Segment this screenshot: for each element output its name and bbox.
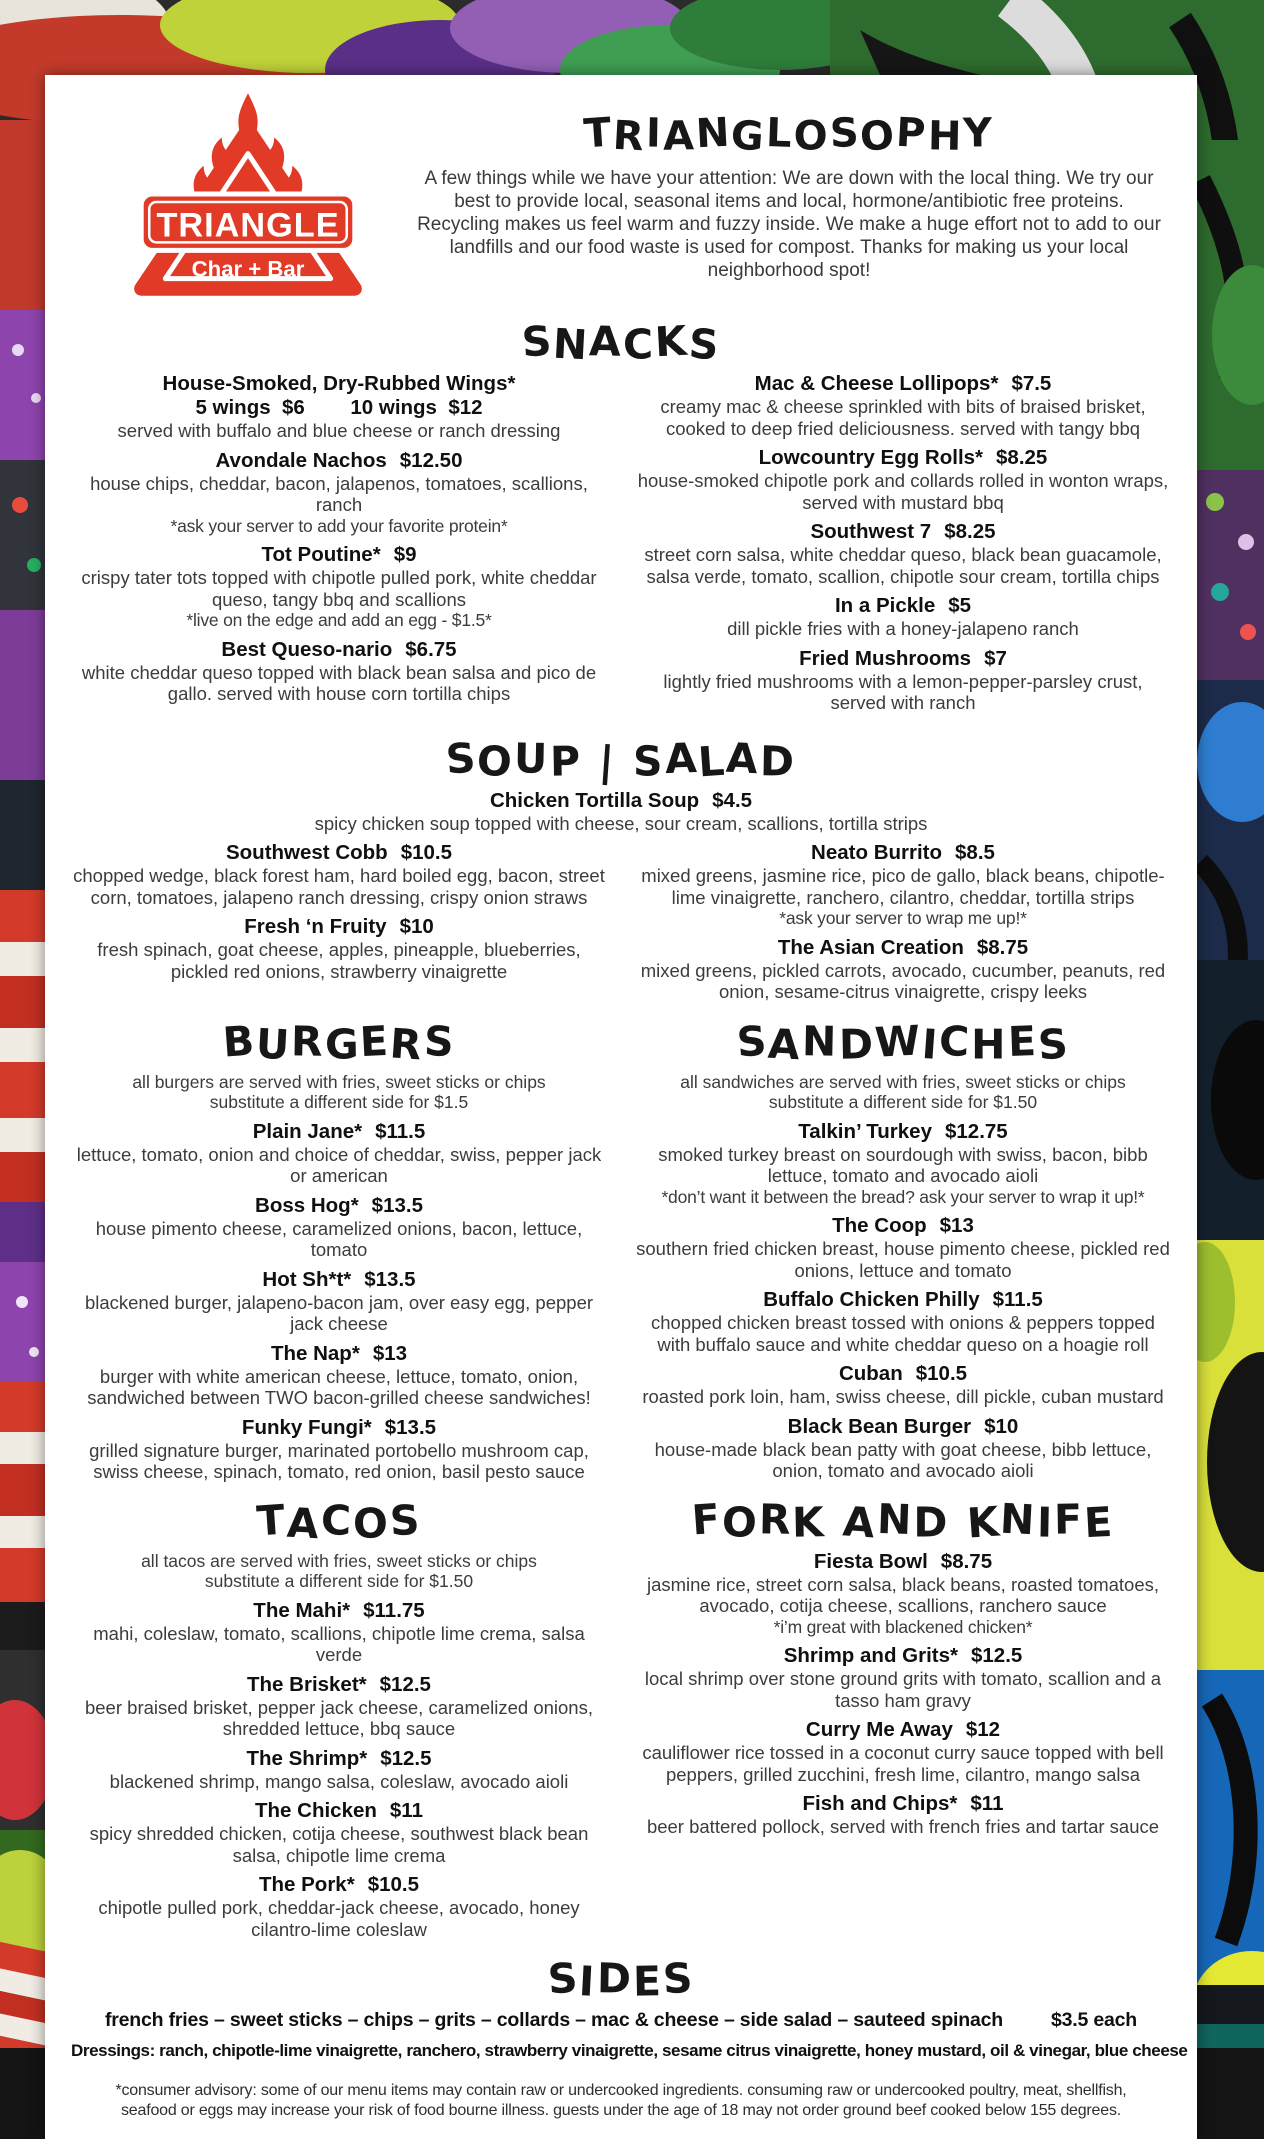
menu-item: [635, 520, 1171, 587]
item-description: local shrimp over stone ground grits with tomato, scallion and a tasso ham gravy: [644, 1668, 1162, 1711]
burgers-intro: [71, 1072, 607, 1113]
item-description: smoked turkey breast on sourdough with swiss, bacon, bibb lettuce, tomato and avocado aioli: [658, 1143, 1148, 1186]
sandwiches-title: SANDWICHES: [735, 1015, 1071, 1070]
item-description: mahi, coleslaw, tomato, scallions, chipotle lime crema, salsa verde: [93, 1622, 585, 1665]
item-name-price: [635, 1550, 1171, 1574]
item-description: blackened burger, jalapeno-bacon jam, over easy egg, pepper jack cheese: [84, 1291, 594, 1334]
menu-item: [71, 372, 607, 442]
item-name-price: [635, 1415, 1171, 1439]
item-name-price: [71, 1194, 607, 1218]
item-price: $7.5: [1011, 372, 1052, 395]
sandwiches-intro-line-2: substitute a different side for $1.50: [768, 1092, 1038, 1112]
tacos-intro-line-2: substitute a different side for $1.50: [204, 1571, 474, 1591]
item-description: mixed greens, pickled carrots, avocado, cucumber, peanuts, red onion, sesame-citrus vinaigrette, crispy leeks: [640, 959, 1166, 1002]
item-name: Fresh ‘n Fruity: [244, 915, 387, 938]
sides-title: SIDES: [546, 1953, 696, 2006]
item-name-price: [71, 1673, 607, 1697]
mains-left-column: [71, 1010, 607, 1948]
item-name-price: [635, 520, 1171, 544]
item-name: The Nap*: [270, 1341, 360, 1365]
burgers-intro-line-2: substitute a different side for $1.5: [209, 1092, 469, 1112]
item-name-price: [71, 1268, 607, 1292]
item-description: fresh spinach, goat cheese, apples, pineapple, blueberries, pickled red onions, strawberry vinaigrette: [97, 939, 581, 982]
item-price-options: 5 wings $6 10 wings $12: [195, 396, 483, 419]
soup-featured-item: [71, 789, 1171, 835]
item-name-price: [71, 1799, 607, 1823]
menu-item: [635, 1288, 1171, 1355]
item-note: *ask your server to wrap me up!*: [779, 908, 1027, 928]
flame-triangle-icon: [117, 91, 379, 305]
item-name: Talkin’ Turkey: [798, 1119, 932, 1143]
item-description: house-smoked chipotle pork and collards rolled in wonton wraps, served with mustard bbq: [637, 470, 1169, 513]
item-description: grilled signature burger, marinated portobello mushroom cap, swiss cheese, spinach, tomato, red onion, basil pesto sauce: [89, 1439, 589, 1482]
menu-item: [635, 1214, 1171, 1281]
menu-card: [45, 75, 1197, 2139]
tacos-intro: [71, 1551, 607, 1592]
menu-item: [71, 1194, 607, 1261]
item-price: $10: [984, 1414, 1019, 1438]
salad-left-column: [71, 841, 607, 1010]
snacks-right-column: [635, 372, 1171, 721]
menu-item: [71, 1599, 607, 1666]
menu-item: [635, 1415, 1171, 1482]
item-name: Buffalo Chicken Philly: [763, 1288, 980, 1311]
item-price: $12.5: [970, 1644, 1023, 1667]
item-description: street corn salsa, white cheddar queso, black bean guacamole, salsa verde, tomato, scallion, chipotle sour cream, tortilla chips: [644, 544, 1162, 587]
item-description: beer braised brisket, pepper jack cheese, caramelized onions, shredded lettuce, bbq sauce: [84, 1696, 593, 1739]
item-note: *i’m great with blackened chicken*: [773, 1616, 1033, 1637]
menu-item: [635, 1792, 1171, 1838]
item-name: The Pork*: [258, 1873, 355, 1896]
item-name: The Shrimp*: [246, 1746, 368, 1770]
item-description: spicy shredded chicken, cotija cheese, southwest black bean salsa, chipotle lime crema: [89, 1823, 589, 1866]
item-name-price: [71, 543, 607, 567]
item-name: The Coop: [832, 1214, 927, 1237]
item-name: The Mahi*: [253, 1598, 351, 1622]
item-description: cauliflower rice tossed in a coconut curry sauce topped with bell peppers, grilled zucchini, fresh lime, cilantro, mango salsa: [642, 1742, 1164, 1785]
item-name: Best Queso-nario: [221, 637, 393, 661]
item-name-price: [635, 841, 1171, 865]
trianglosophy-block: [379, 87, 1171, 282]
menu-item: [71, 915, 607, 982]
item-name-price: [635, 1718, 1171, 1742]
item-name-price: [635, 1362, 1171, 1386]
menu-item: [71, 1416, 607, 1483]
item-name: The Brisket*: [247, 1672, 367, 1696]
menu-item: [71, 1873, 607, 1940]
item-name-price: [635, 446, 1171, 470]
item-name: Shrimp and Grits*: [783, 1644, 958, 1667]
item-price: $13: [939, 1214, 974, 1237]
tacos-items: [71, 1599, 607, 1941]
item-name: Fried Mushrooms: [799, 646, 972, 670]
item-price: $5: [948, 594, 972, 617]
item-name: Cuban: [838, 1362, 903, 1385]
item-name: Avondale Nachos: [215, 448, 387, 472]
sandwiches-intro: [635, 1072, 1171, 1113]
item-price: $13.5: [384, 1415, 437, 1439]
fork-and-knife-items: [635, 1550, 1171, 1838]
burgers-section: [71, 1015, 607, 1483]
item-price: $8.75: [976, 935, 1029, 959]
salad-right-column: [635, 841, 1171, 1010]
menu-item: [635, 446, 1171, 513]
item-description: spicy chicken soup topped with cheese, sour cream, scallions, tortilla strips: [314, 812, 928, 834]
item-name-price: [635, 1288, 1171, 1312]
item-name-price: [71, 1342, 607, 1366]
logo-banner: [141, 194, 355, 250]
soup-salad-title: SOUP | SALAD: [444, 732, 797, 786]
item-price: $10: [399, 915, 434, 938]
item-name-price: [71, 1747, 607, 1771]
item-price: $10.5: [400, 841, 453, 864]
item-description: chipotle pulled pork, cheddar-jack cheese, avocado, honey cilantro-lime coleslaw: [98, 1897, 580, 1940]
item-name: Funky Fungi*: [241, 1415, 372, 1439]
tacos-section: [71, 1495, 607, 1941]
sandwiches-intro-line-1: all sandwiches are served with fries, sweet sticks or chips: [680, 1071, 1126, 1092]
item-description: house pimento cheese, caramelized onions, bacon, lettuce, tomato: [95, 1217, 583, 1260]
burgers-items: [71, 1120, 607, 1483]
menu-item: [635, 372, 1171, 439]
snacks-title: SNACKS: [519, 316, 723, 370]
item-name-price: [635, 1120, 1171, 1144]
item-price: $11.5: [992, 1288, 1043, 1311]
item-price: $12.5: [380, 1746, 432, 1770]
snacks-section: [71, 316, 1171, 721]
item-name-price: [71, 638, 607, 662]
item-name-price: [71, 372, 607, 396]
item-description: roasted pork loin, ham, swiss cheese, dill pickle, cuban mustard: [642, 1386, 1164, 1407]
item-name-price: [635, 1792, 1171, 1816]
item-description: house-made black bean patty with goat cheese, bibb lettuce, onion, tomato and avocado aioli: [654, 1438, 1152, 1481]
menu-item: [635, 1550, 1171, 1638]
item-name: Chicken Tortilla Soup: [489, 788, 700, 812]
menu-item: [71, 638, 607, 705]
item-description: lettuce, tomato, onion and choice of cheddar, swiss, pepper jack or american: [76, 1143, 602, 1186]
item-price: $11: [389, 1799, 423, 1822]
menu-item: [71, 1799, 607, 1866]
item-name: Southwest 7: [810, 520, 932, 543]
item-name: Curry Me Away: [805, 1718, 953, 1741]
item-name-price: [71, 789, 1171, 813]
item-description: beer battered pollock, served with french fries and tartar sauce: [646, 1816, 1160, 1837]
item-name-price: [71, 915, 607, 939]
item-name-price: [635, 936, 1171, 960]
menu-item: [71, 789, 1171, 835]
item-name: The Asian Creation: [777, 935, 964, 959]
mains-right-column: [635, 1010, 1171, 1948]
item-name: The Chicken: [255, 1799, 377, 1822]
item-name: Neato Burrito: [811, 841, 943, 864]
item-note: *ask your server to add your favorite protein*: [170, 515, 508, 536]
item-name: In a Pickle: [834, 594, 936, 617]
item-price: $11: [970, 1792, 1004, 1815]
item-name-price: [71, 1599, 607, 1623]
item-name: Black Bean Burger: [787, 1414, 972, 1438]
item-description: jasmine rice, street corn salsa, black beans, roasted tomatoes, avocado, cotija cheese, scallions, ranchero sauce: [646, 1573, 1160, 1616]
item-name-price: [635, 1644, 1171, 1668]
dressings-line: Dressings: ranch, chipotle-lime vinaigrette, ranchero, strawberry vinaigrette, sesame citrus vinaigrette, honey mustard, oil & vinegar, blue cheese: [71, 2041, 1188, 2060]
menu-item: [635, 594, 1171, 640]
logo-tagline: Char + Bar: [191, 256, 305, 282]
item-name-price: [71, 1873, 607, 1897]
item-description: creamy mac & cheese sprinkled with bits of braised brisket, cooked to deep fried deliciousness. served with tangy bbq: [660, 396, 1146, 439]
item-price: $11.75: [363, 1598, 425, 1622]
trianglosophy-text: A few things while we have your attention: We are down with the local thing. We try our best to provide local, seasonal items and local, hormone/antibiotic free proteins. Recycling makes us feel warm and fuzzy inside. We make a huge effort not to add to our landfills and our food waste is used for compost. Thanks for making us your local neighborhood spot!: [417, 168, 1161, 281]
logo-name: TRIANGLE: [156, 206, 340, 245]
item-description: mixed greens, jasmine rice, pico de gallo, black beans, chipotle-lime vinaigrette, ranchero, cilantro, cheddar, tortilla strips: [641, 865, 1165, 908]
sides-items-text: french fries – sweet sticks – chips – grits – collards – mac & cheese – side salad – sauteed spinach: [104, 2009, 1003, 2031]
item-name: Fiesta Bowl: [813, 1549, 928, 1573]
menu-item: [71, 1342, 607, 1409]
item-price: $13.5: [371, 1193, 423, 1217]
sides-section: [71, 1953, 1188, 2061]
item-note: *live on the edge and add an egg - $1.5*: [186, 610, 492, 630]
item-description: served with buffalo and blue cheese or ranch dressing: [117, 420, 561, 441]
menu-item: [71, 1747, 607, 1793]
item-description: chopped wedge, black forest ham, hard boiled egg, bacon, street corn, tomatoes, jalapeno ranch dressing, crispy onion straws: [73, 865, 605, 908]
menu-item: [635, 1120, 1171, 1208]
item-name: Fish and Chips*: [802, 1792, 958, 1815]
menu-item: [71, 449, 607, 537]
item-description: lightly fried mushrooms with a lemon-pepper-parsley crust, served with ranch: [663, 670, 1143, 713]
item-price: $10.5: [367, 1873, 419, 1896]
item-price: $12.5: [379, 1672, 431, 1696]
menu-item: [635, 841, 1171, 929]
menu-item: [71, 1268, 607, 1335]
soup-salad-section: [71, 732, 1171, 1010]
restaurant-logo: [117, 91, 379, 310]
item-price: $10.5: [915, 1362, 968, 1385]
item-price: $12.50: [399, 448, 463, 472]
item-price: $8.5: [955, 841, 995, 864]
item-price: $13: [372, 1341, 408, 1365]
item-description: blackened shrimp, mango salsa, coleslaw, avocado aioli: [109, 1770, 569, 1792]
menu-item: [71, 543, 607, 631]
item-name: House-Smoked, Dry-Rubbed Wings*: [162, 372, 516, 395]
item-name: Hot Sh*t*: [262, 1267, 352, 1291]
snacks-left-column: [71, 372, 607, 721]
menu-item: [635, 1644, 1171, 1711]
item-name-price: [635, 372, 1171, 396]
menu-item: [635, 1362, 1171, 1408]
item-description: house chips, cheddar, bacon, jalapenos, tomatoes, scallions, ranch: [90, 472, 588, 515]
item-price: $12.75: [944, 1119, 1008, 1143]
tacos-title: TACOS: [255, 1495, 423, 1548]
mains-columns: [71, 1010, 1171, 1948]
sides-price: $3.5 each: [1051, 2009, 1138, 2031]
item-name: Tot Poutine*: [261, 543, 381, 566]
menu-item: [71, 1673, 607, 1740]
item-note: *don’t want it between the bread? ask your server to wrap it up!*: [661, 1186, 1145, 1207]
menu-item: [71, 841, 607, 908]
item-price: $8.25: [944, 520, 996, 543]
item-description: dill pickle fries with a honey-jalapeno ranch: [727, 618, 1079, 639]
item-name-price: [635, 594, 1171, 618]
item-price: $6.75: [405, 637, 457, 661]
burgers-title: BURGERS: [220, 1015, 457, 1070]
item-description: chopped chicken breast tossed with onions & peppers topped with buffalo sauce and white cheddar queso on a hoagie roll: [651, 1312, 1155, 1355]
sandwiches-section: [635, 1015, 1171, 1482]
item-description: crispy tater tots topped with chipotle pulled pork, white cheddar queso, tangy bbq and scallions: [81, 567, 597, 610]
fork-and-knife-section: [635, 1494, 1171, 1838]
item-price: $7: [984, 646, 1007, 670]
item-price: $8.25: [996, 446, 1048, 469]
item-name-price: [71, 1416, 607, 1440]
tacos-intro-line-1: all tacos are served with fries, sweet sticks or chips: [141, 1550, 537, 1571]
menu-item: [635, 647, 1171, 714]
item-description: burger with white american cheese, lettuce, tomato, onion, sandwiched between TWO bacon-grilled cheese sandwiches!: [87, 1365, 591, 1408]
item-price: $9: [393, 543, 417, 566]
menu-item: [635, 936, 1171, 1003]
fork-and-knife-title: FORK AND KNIFE: [690, 1494, 1116, 1548]
item-name-price: [635, 1214, 1171, 1238]
item-name: Southwest Cobb: [225, 841, 388, 864]
burgers-intro-line-1: all burgers are served with fries, sweet sticks or chips: [132, 1071, 546, 1092]
menu-item: [635, 1718, 1171, 1785]
item-name-price: [635, 647, 1171, 671]
item-description: white cheddar queso topped with black bean salsa and pico de gallo. served with house corn tortilla chips: [81, 661, 597, 704]
trianglosophy-title: TRIANGLOSOPHY: [582, 109, 995, 161]
item-price: $11.5: [375, 1119, 426, 1143]
menu-header: [71, 87, 1171, 310]
item-price: $12: [965, 1718, 1001, 1741]
item-name-price: [71, 1120, 607, 1144]
item-name: Lowcountry Egg Rolls*: [758, 446, 984, 469]
menu-item: [71, 1120, 607, 1187]
item-name: Mac & Cheese Lollipops*: [754, 372, 999, 395]
item-name: Boss Hog*: [255, 1193, 359, 1217]
item-name: Plain Jane*: [252, 1119, 363, 1143]
item-name-price: [71, 841, 607, 865]
item-price: $8.75: [940, 1549, 993, 1573]
consumer-advisory: *consumer advisory: some of our menu items may contain raw or undercooked ingredients. consuming raw or undercooked poultry, meat, shellfish, seafood or eggs may increase your risk of food bourne illness. guests under the age of 18 may not order ground beef cooked below 155 degrees.: [115, 2082, 1127, 2119]
sides-list-line: [71, 2009, 1171, 2032]
item-name-price: [71, 449, 607, 473]
item-description: southern fried chicken breast, house pimento cheese, pickled red onions, lettuce and tomato: [636, 1238, 1170, 1281]
item-price: $4.5: [712, 788, 753, 812]
item-price: $13.5: [364, 1267, 416, 1291]
sandwiches-items: [635, 1120, 1171, 1482]
